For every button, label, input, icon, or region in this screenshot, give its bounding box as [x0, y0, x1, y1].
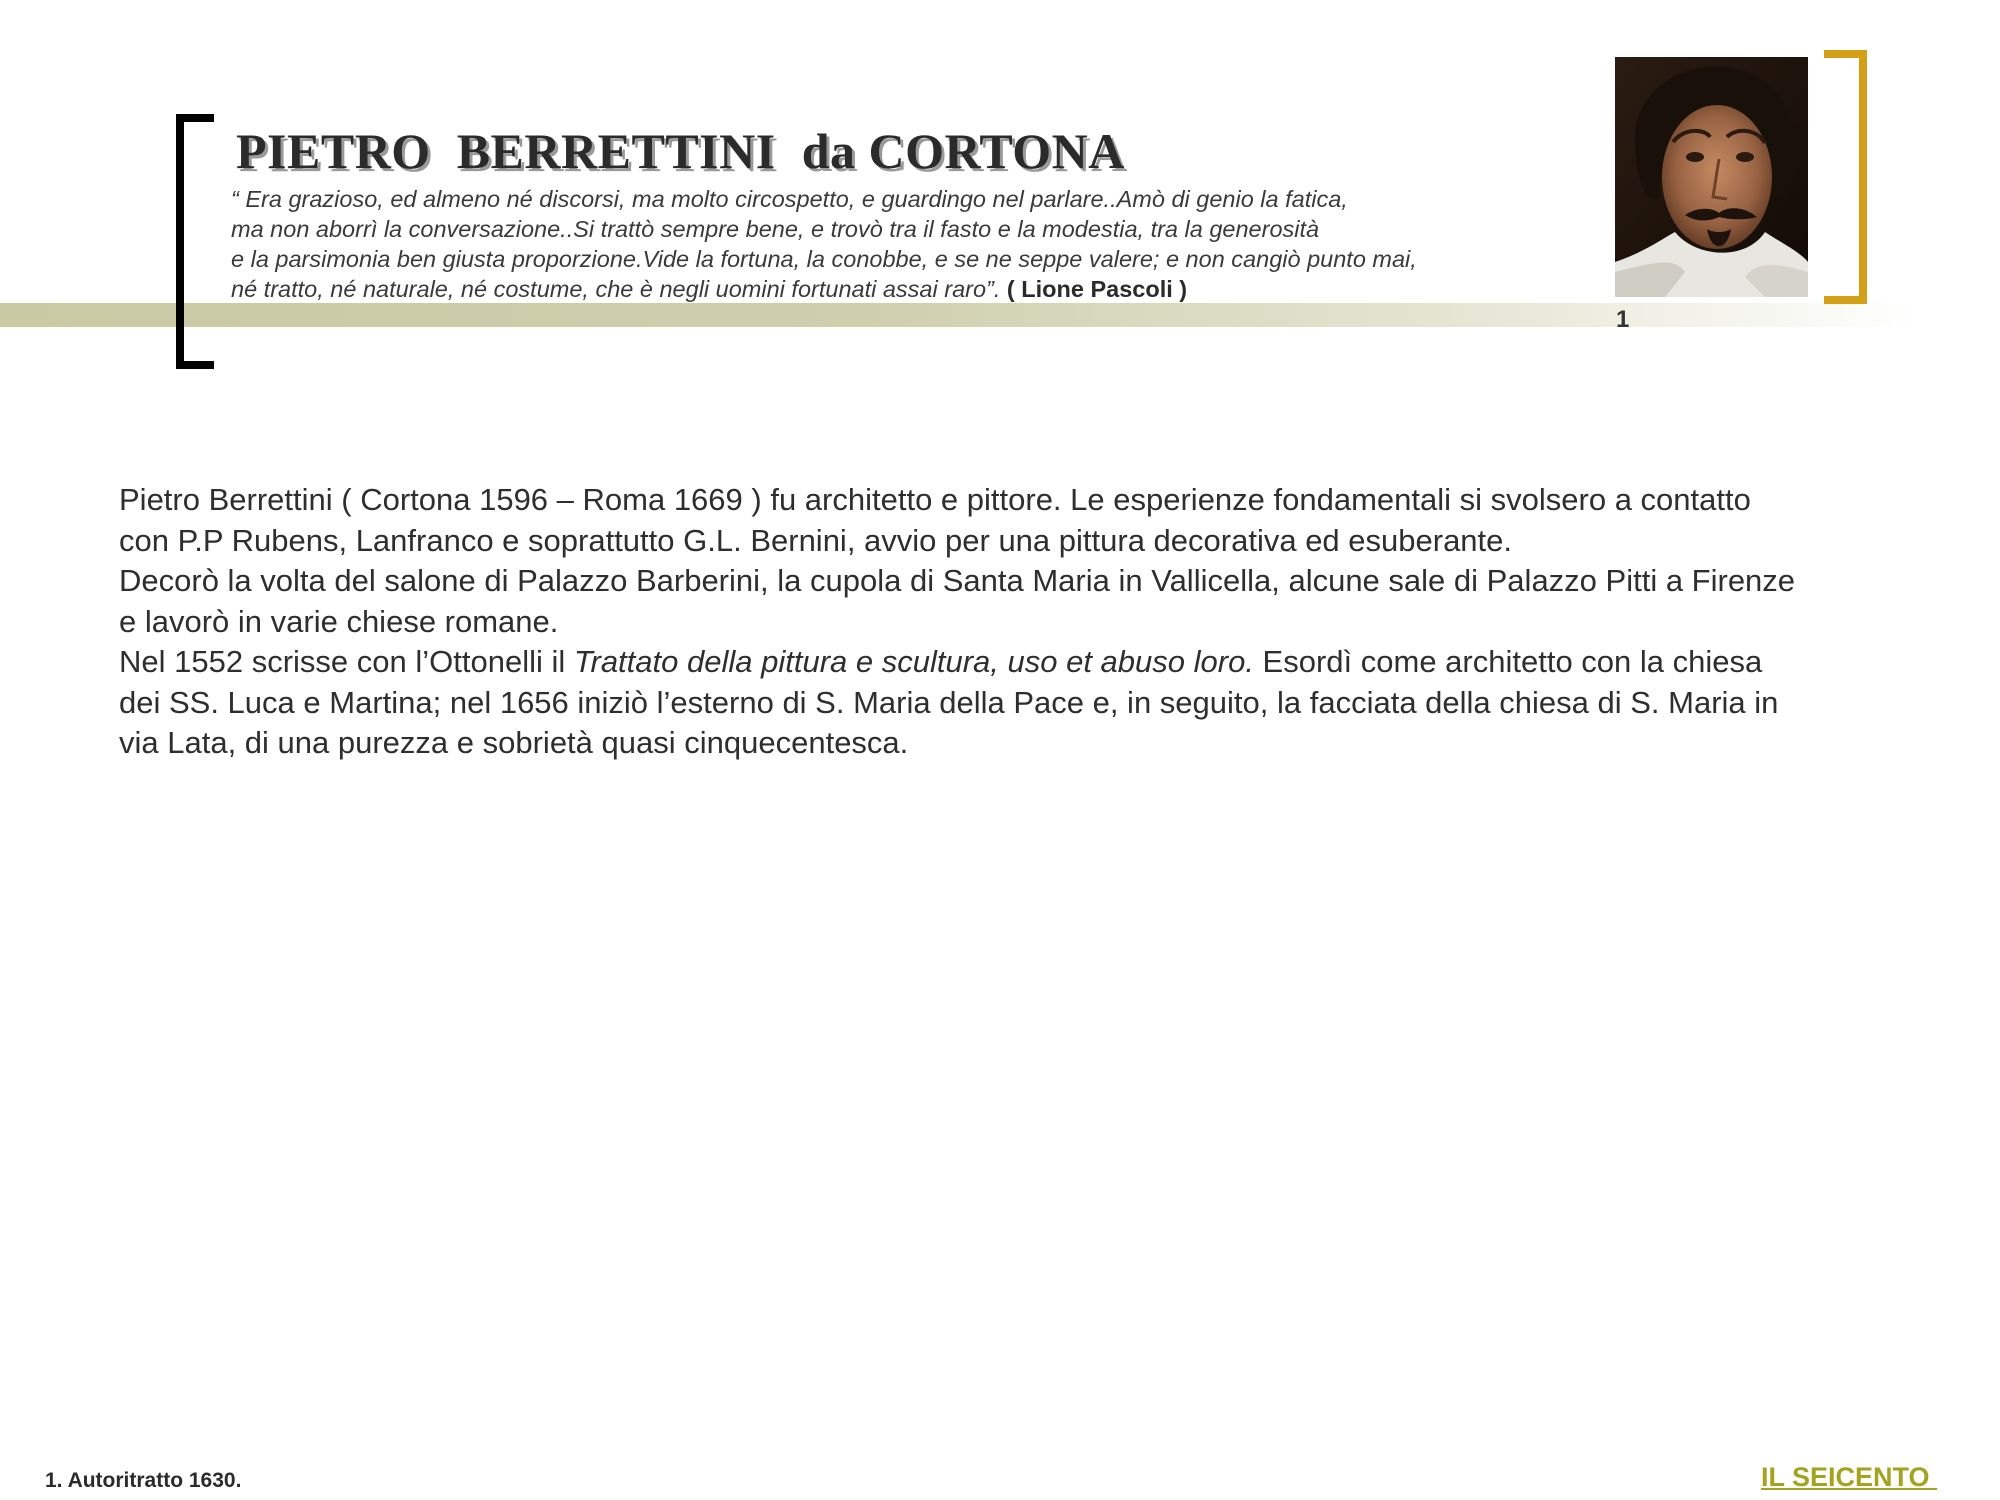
quote-line-text: né tratto, né naturale, né costume, che è negli uomini fortunati assai raro”. [231, 276, 1001, 302]
portrait-image [1615, 57, 1808, 297]
bracket-right-icon [1820, 50, 1870, 304]
body-line [119, 642, 1959, 683]
quote-author: ( Lione Pascoli ) [1000, 276, 1188, 302]
body-line: Pietro Berrettini ( Cortona 1596 – Roma 1669 ) fu architetto e pittore. Le esperienze fondamentali si svolsero a contatto [119, 482, 1751, 517]
body-line: via Lata, di una purezza e sobrietà quasi cinquecentesca. [119, 725, 909, 760]
body-text-segment: Esordì come architetto con la chiesa [1253, 644, 1763, 679]
bracket-left-icon [174, 114, 220, 369]
figure-number: 1 [1616, 306, 1630, 333]
body-text-segment: Nel 1552 scrisse con l’Ottonelli il [119, 644, 574, 679]
portrait-illustration [1615, 57, 1808, 297]
image-caption: 1. Autoritratto 1630. [45, 1469, 242, 1492]
body-line: dei SS. Luca e Martina; nel 1656 iniziò l’esterno di S. Maria della Pace e, in seguito, la facciata della chiesa di S. Maria in [119, 684, 1779, 720]
slide-title: PIETRO BERRETTINI da CORTONA [236, 123, 1125, 179]
header-band [0, 303, 1920, 327]
body-line: Decorò la volta del salone di Palazzo Barberini, la cupola di Santa Maria in Vallicella, alcune sale di Palazzo Pitti a Firenze [119, 563, 1796, 598]
quote-line-last [231, 274, 1561, 304]
book-title: Trattato della pittura e scultura, uso et abuso loro. [573, 644, 1254, 679]
body-line: con P.P Rubens, Lanfranco e soprattutto G.L. Bernini, avvio per una pittura decorativa ed esuberante. [119, 522, 1513, 558]
body-paragraph [119, 480, 1959, 764]
quote-block [231, 184, 1561, 304]
quote-line: ma non aborrì la conversazione..Si trattò sempre bene, e trovò tra il fasto e la modestia, tra la generosità [231, 216, 1320, 242]
il-seicento-link[interactable]: IL SEICENTO [1761, 1462, 1938, 1492]
quote-line: e la parsimonia ben giusta proporzione.Vide la fortuna, la conobbe, e se ne seppe valere; e non cangiò punto mai, [231, 246, 1417, 272]
body-line: e lavorò in varie chiese romane. [119, 603, 559, 639]
quote-line: “ Era grazioso, ed almeno né discorsi, ma molto circospetto, e guardingo nel parlare..Amò di genio la fatica, [231, 186, 1348, 212]
